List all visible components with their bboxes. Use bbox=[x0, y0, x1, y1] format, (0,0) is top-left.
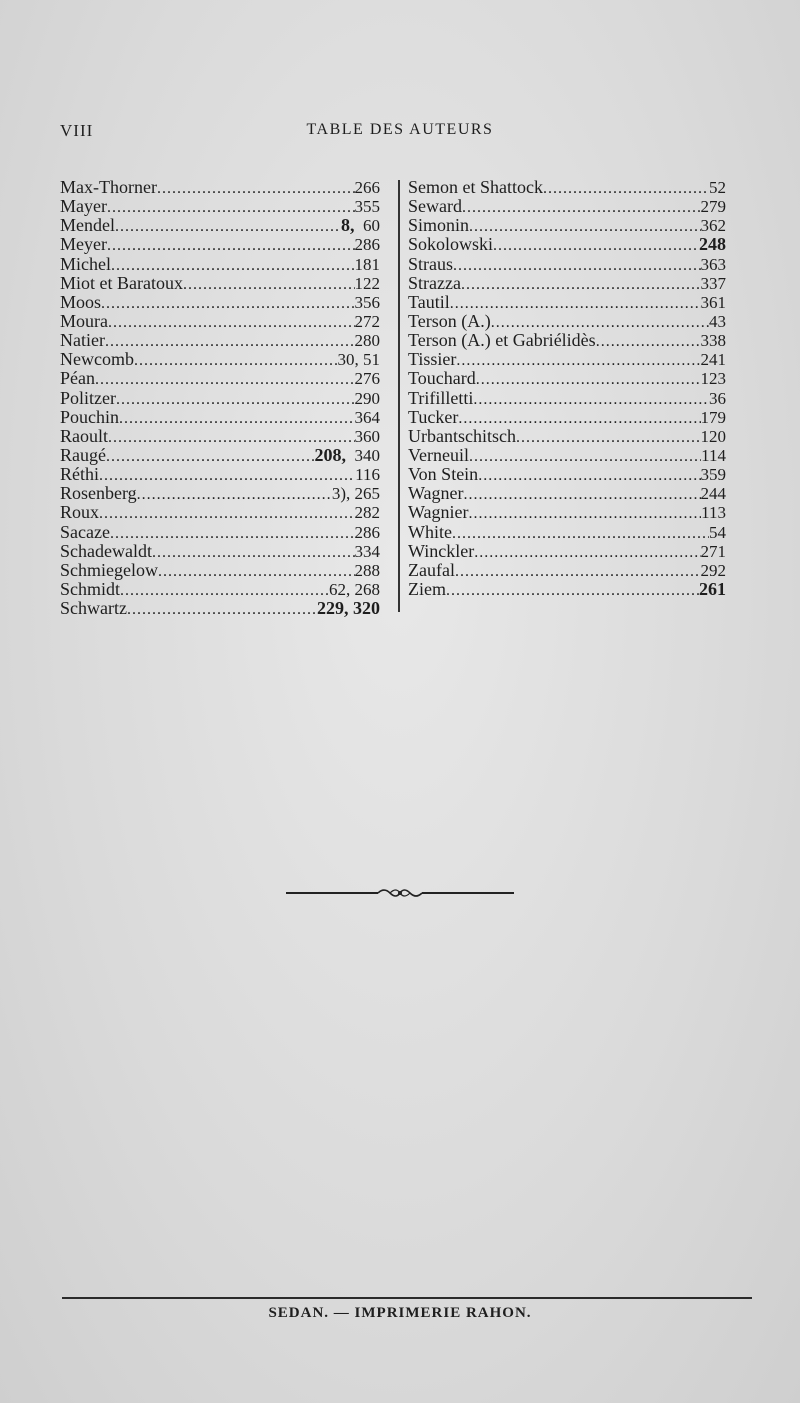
index-entry bbox=[60, 389, 380, 408]
leader-dots bbox=[516, 427, 701, 447]
leader-dots bbox=[111, 255, 355, 275]
page-references bbox=[701, 503, 726, 522]
page-references bbox=[355, 427, 381, 446]
page-reference: 244 bbox=[700, 484, 726, 504]
leader-dots bbox=[458, 408, 700, 428]
index-entry bbox=[60, 216, 380, 235]
leader-dots bbox=[491, 312, 709, 332]
leader-dots bbox=[493, 235, 699, 255]
index-entry bbox=[408, 561, 726, 580]
page-reference: 288 bbox=[354, 560, 380, 580]
page-references bbox=[701, 465, 727, 484]
leader-dots bbox=[110, 523, 355, 543]
page-reference: 43 bbox=[709, 311, 726, 331]
page-references bbox=[701, 446, 726, 465]
running-title: TABLE DES AUTEURS bbox=[306, 121, 494, 138]
index-entry bbox=[408, 408, 726, 427]
index-entry bbox=[60, 580, 380, 599]
author-name: Max-Thorner bbox=[60, 177, 157, 197]
index-entry bbox=[60, 197, 380, 216]
ornament-rule bbox=[286, 885, 514, 901]
page-reference: 271 bbox=[700, 541, 726, 561]
page-references bbox=[355, 255, 381, 274]
leader-dots bbox=[464, 484, 701, 504]
index-entry bbox=[408, 350, 726, 369]
principal-page-reference: 208, bbox=[314, 444, 346, 465]
author-name: Schmidt bbox=[60, 578, 121, 599]
index-entry bbox=[408, 465, 726, 484]
leader-dots bbox=[462, 197, 701, 217]
page-references bbox=[699, 235, 726, 254]
page-reference: 122 bbox=[354, 273, 380, 293]
leader-dots bbox=[127, 599, 317, 619]
page-references bbox=[701, 561, 727, 580]
leader-dots bbox=[116, 389, 355, 409]
leader-dots bbox=[450, 293, 701, 313]
index-entry bbox=[60, 446, 380, 465]
page-reference: 355 bbox=[354, 197, 380, 217]
page-reference: 266 bbox=[354, 178, 380, 197]
leader-dots bbox=[469, 446, 701, 466]
page-references bbox=[709, 178, 726, 197]
page-references bbox=[355, 503, 381, 522]
leader-dots bbox=[99, 465, 355, 485]
page-reference: 114 bbox=[701, 445, 726, 465]
leader-dots bbox=[446, 580, 699, 600]
index-entry bbox=[60, 255, 380, 274]
leader-dots bbox=[452, 523, 709, 543]
principal-page-reference: 8, bbox=[341, 215, 355, 236]
page-reference: 3), 265 bbox=[331, 484, 380, 504]
author-name: Sacaze bbox=[60, 521, 110, 542]
index-entry bbox=[60, 331, 380, 350]
leader-dots bbox=[158, 561, 355, 581]
page-references bbox=[709, 389, 726, 408]
page-reference: 361 bbox=[700, 292, 726, 312]
index-entry bbox=[408, 235, 726, 254]
index-entry bbox=[60, 408, 380, 427]
author-name: Michel bbox=[60, 253, 111, 274]
page-references bbox=[699, 580, 726, 599]
principal-page-reference: 261 bbox=[699, 578, 726, 599]
page-references bbox=[355, 523, 381, 542]
page-references bbox=[701, 255, 727, 274]
leader-dots bbox=[108, 312, 355, 332]
page-reference: 113 bbox=[701, 503, 726, 523]
page-references bbox=[701, 293, 727, 312]
leader-dots bbox=[95, 369, 355, 389]
page-references bbox=[709, 523, 726, 542]
page-references bbox=[315, 446, 381, 465]
page-reference: 362 bbox=[700, 216, 726, 236]
author-name: Mendel bbox=[60, 215, 115, 236]
leader-dots bbox=[474, 542, 700, 562]
page-reference: 286 bbox=[354, 235, 380, 255]
leader-dots bbox=[473, 389, 709, 409]
author-name: Moura bbox=[60, 310, 108, 331]
page-reference: 272 bbox=[354, 311, 380, 331]
author-name: Wagnier bbox=[408, 502, 469, 523]
page-references bbox=[355, 408, 381, 427]
page-references bbox=[709, 312, 726, 331]
principal-page-reference: 229, 320 bbox=[317, 598, 380, 619]
page-references bbox=[701, 408, 727, 427]
page-reference: 241 bbox=[700, 350, 726, 370]
author-name: Urbantschitsch bbox=[408, 425, 516, 446]
author-name: Roux bbox=[60, 502, 100, 523]
leader-dots bbox=[476, 369, 701, 389]
page-reference: 338 bbox=[700, 331, 726, 351]
page-reference: 181 bbox=[354, 254, 380, 274]
leader-dots bbox=[596, 331, 701, 351]
author-name: Simonin bbox=[408, 215, 470, 236]
index-entry bbox=[408, 503, 726, 522]
page-references bbox=[341, 216, 380, 235]
author-name: Terson (A.) et Gabriélidès bbox=[408, 330, 596, 351]
leader-dots bbox=[107, 197, 355, 217]
page-references bbox=[355, 465, 380, 484]
page-reference: 54 bbox=[709, 522, 726, 542]
index-entry bbox=[60, 599, 380, 618]
page-reference: 356 bbox=[354, 292, 380, 312]
author-name: Miot et Baratoux bbox=[60, 272, 183, 293]
index-entry bbox=[60, 465, 380, 484]
leader-dots bbox=[120, 580, 329, 600]
page-references bbox=[332, 484, 380, 503]
page-reference: 36 bbox=[709, 388, 726, 408]
imprint-rule bbox=[62, 1297, 752, 1299]
author-name: Wagner bbox=[408, 483, 464, 504]
page-references bbox=[338, 350, 381, 369]
index-entry bbox=[408, 369, 726, 388]
author-name: Schwartz bbox=[60, 598, 127, 619]
principal-page-reference: 248 bbox=[699, 234, 726, 255]
author-name: Terson (A.) bbox=[408, 310, 491, 331]
page-reference: 279 bbox=[700, 197, 726, 217]
author-name: Raoult bbox=[60, 425, 108, 446]
author-name: Semon et Shattock bbox=[408, 177, 543, 197]
index-entry bbox=[60, 427, 380, 446]
page-reference: 364 bbox=[354, 407, 380, 427]
author-name: Mayer bbox=[60, 196, 107, 217]
author-name: Straus bbox=[408, 253, 453, 274]
author-name: Trifilletti bbox=[408, 387, 474, 408]
author-index-left-column bbox=[60, 178, 380, 618]
leader-dots bbox=[107, 235, 355, 255]
leader-dots bbox=[108, 427, 355, 447]
printer-imprint: SEDAN. — IMPRIMERIE RAHON. bbox=[268, 1305, 532, 1321]
page-reference: 337 bbox=[700, 273, 726, 293]
index-entry bbox=[408, 274, 726, 293]
author-name: Natier bbox=[60, 330, 105, 351]
index-entry bbox=[60, 369, 380, 388]
author-name: White bbox=[408, 521, 452, 542]
page-reference: 290 bbox=[354, 388, 380, 408]
page-references bbox=[701, 542, 727, 561]
leader-dots bbox=[137, 484, 332, 504]
page-reference: 340 bbox=[354, 445, 380, 465]
index-entry bbox=[408, 580, 726, 599]
leader-dots bbox=[456, 350, 700, 370]
index-entry bbox=[60, 561, 380, 580]
leader-dots bbox=[461, 274, 701, 294]
leader-dots bbox=[134, 350, 338, 370]
page-reference: 116 bbox=[355, 465, 380, 485]
author-name: Von Stein bbox=[408, 464, 479, 485]
page-references bbox=[701, 197, 727, 216]
page-references bbox=[355, 312, 381, 331]
index-entry bbox=[408, 389, 726, 408]
page-references bbox=[701, 427, 727, 446]
index-entry bbox=[60, 542, 380, 561]
page-reference: 179 bbox=[700, 407, 726, 427]
index-entry bbox=[408, 293, 726, 312]
author-name: Tautil bbox=[408, 291, 450, 312]
author-name: Strazza bbox=[408, 272, 461, 293]
author-index-right-column bbox=[408, 178, 726, 599]
page-references bbox=[355, 235, 381, 254]
page-references bbox=[355, 561, 381, 580]
page-references bbox=[701, 350, 727, 369]
page-reference: 360 bbox=[354, 426, 380, 446]
author-name: Sokolowski bbox=[408, 234, 494, 255]
author-name: Winckler bbox=[408, 540, 475, 561]
page-reference: 286 bbox=[354, 522, 380, 542]
index-entry bbox=[60, 293, 380, 312]
page-references bbox=[355, 197, 381, 216]
author-name: Réthi bbox=[60, 464, 99, 485]
page-reference: 62, 268 bbox=[329, 579, 380, 599]
page-reference: 60 bbox=[363, 216, 380, 236]
author-name: Péan bbox=[60, 368, 95, 389]
index-entry bbox=[408, 197, 726, 216]
page-references bbox=[355, 542, 381, 561]
index-entry bbox=[408, 255, 726, 274]
page-references bbox=[355, 293, 381, 312]
index-entry bbox=[408, 312, 726, 331]
leader-dots bbox=[469, 216, 700, 236]
leader-dots bbox=[455, 561, 701, 581]
page-reference: 359 bbox=[700, 465, 726, 485]
author-name: Tucker bbox=[408, 406, 459, 427]
page-references bbox=[355, 274, 381, 293]
index-entry bbox=[60, 312, 380, 331]
author-name: Seward bbox=[408, 196, 462, 217]
page-reference: 282 bbox=[354, 503, 380, 523]
author-name: Moos bbox=[60, 291, 102, 312]
page-header bbox=[60, 121, 740, 145]
leader-dots bbox=[183, 274, 355, 294]
index-entry bbox=[60, 178, 380, 197]
page-references bbox=[317, 599, 380, 618]
index-entry bbox=[408, 331, 726, 350]
page-references bbox=[701, 369, 727, 388]
leader-dots bbox=[105, 331, 355, 351]
page-references bbox=[355, 389, 381, 408]
leader-dots bbox=[99, 503, 354, 523]
page-reference: 123 bbox=[700, 369, 726, 389]
page-references bbox=[355, 178, 381, 197]
leader-dots bbox=[152, 542, 355, 562]
author-name: Newcomb bbox=[60, 349, 134, 370]
page-reference: 276 bbox=[354, 369, 380, 389]
page-reference: 334 bbox=[354, 541, 380, 561]
page-references bbox=[355, 369, 381, 388]
page-reference: 52 bbox=[709, 178, 726, 197]
index-entry bbox=[60, 503, 380, 522]
leader-dots bbox=[543, 178, 709, 198]
author-name: Politzer bbox=[60, 387, 116, 408]
index-entry bbox=[60, 350, 380, 369]
index-entry bbox=[60, 484, 380, 503]
page-reference: 292 bbox=[700, 560, 726, 580]
author-name: Ziem bbox=[408, 578, 446, 599]
index-entry bbox=[60, 523, 380, 542]
leader-dots bbox=[478, 465, 700, 485]
page-reference: 280 bbox=[354, 331, 380, 351]
page-reference: 363 bbox=[700, 254, 726, 274]
leader-dots bbox=[106, 446, 315, 466]
column-divider bbox=[398, 180, 400, 612]
index-entry bbox=[408, 484, 726, 503]
index-entry bbox=[408, 523, 726, 542]
author-name: Zaufal bbox=[408, 559, 455, 580]
index-entry bbox=[408, 542, 726, 561]
author-name: Touchard bbox=[408, 368, 476, 389]
leader-dots bbox=[119, 408, 354, 428]
author-name: Rosenberg bbox=[60, 483, 137, 504]
author-name: Tissier bbox=[408, 349, 457, 370]
author-name: Meyer bbox=[60, 234, 107, 255]
author-name: Schmiegelow bbox=[60, 559, 158, 580]
leader-dots bbox=[101, 293, 354, 313]
author-name: Verneuil bbox=[408, 444, 469, 465]
index-entry bbox=[60, 274, 380, 293]
leader-dots bbox=[469, 503, 702, 523]
leader-dots bbox=[157, 178, 355, 198]
page-references bbox=[329, 580, 380, 599]
index-entry bbox=[408, 216, 726, 235]
page-references bbox=[355, 331, 381, 350]
page-references bbox=[701, 274, 727, 293]
page-references bbox=[701, 484, 727, 503]
author-name: Schadewaldt bbox=[60, 540, 152, 561]
page-number: VIII bbox=[60, 121, 94, 140]
page-references bbox=[701, 216, 727, 235]
leader-dots bbox=[453, 255, 701, 275]
index-entry bbox=[408, 178, 726, 197]
author-name: Raugé bbox=[60, 444, 106, 465]
index-entry bbox=[408, 427, 726, 446]
page-references bbox=[701, 331, 727, 350]
leader-dots bbox=[115, 216, 341, 236]
author-name: Pouchin bbox=[60, 406, 120, 427]
index-entry bbox=[60, 235, 380, 254]
page-reference: 120 bbox=[700, 426, 726, 446]
index-entry bbox=[408, 446, 726, 465]
page-reference: 30, 51 bbox=[337, 350, 380, 370]
